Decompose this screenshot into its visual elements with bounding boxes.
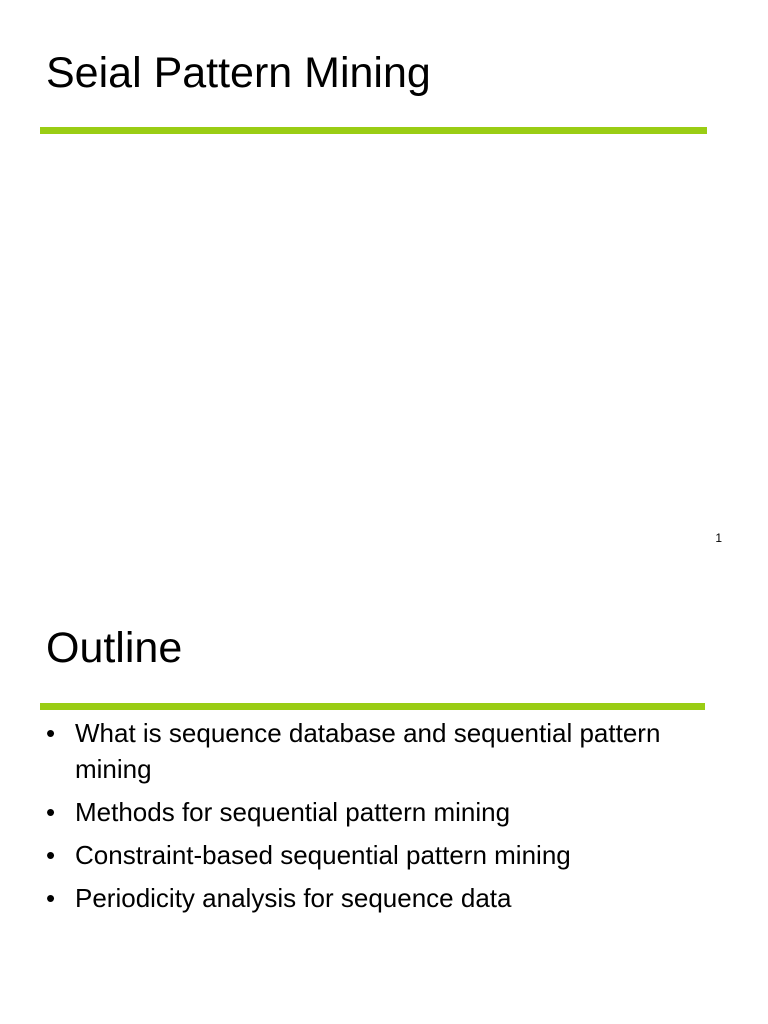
bullet-marker: • <box>46 797 56 827</box>
bullet-marker: • <box>46 718 56 748</box>
list-item <box>46 794 686 830</box>
list-item <box>46 880 686 916</box>
bullet-text: What is sequence database and sequential pattern mining <box>75 718 661 784</box>
slide-title: Outline <box>46 624 183 672</box>
list-item <box>46 837 686 873</box>
bullet-text: Periodicity analysis for sequence data <box>75 883 512 913</box>
bullet-text: Constraint-based sequential pattern mining <box>75 840 571 870</box>
title-underline-rule <box>40 127 707 134</box>
bullet-text: Methods for sequential pattern mining <box>75 797 511 827</box>
bullet-marker: • <box>46 840 56 870</box>
slide-title: Seial Pattern Mining <box>46 49 431 97</box>
list-item <box>46 715 686 787</box>
bullet-marker: • <box>46 883 56 913</box>
outline-bullet-list <box>46 715 686 923</box>
page-number: 1 <box>715 531 722 545</box>
outline-slide <box>0 576 768 1024</box>
title-underline-rule <box>40 703 705 710</box>
